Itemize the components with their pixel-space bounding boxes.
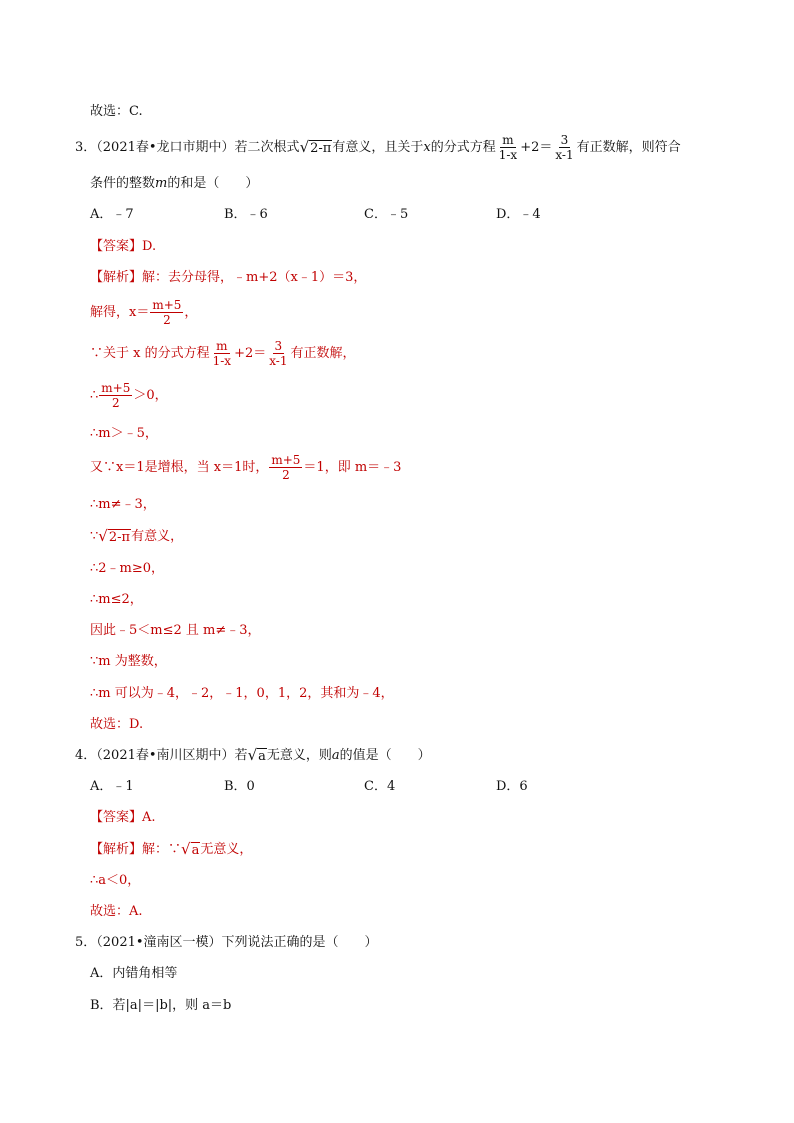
q5-option-b: B．若|a|＝|b|，则 a＝b <box>90 998 232 1013</box>
q3-analysis-step-7: ∴m≠﹣3， <box>90 497 156 512</box>
q3-option-d: D．﹣4 <box>496 207 541 222</box>
q4-analysis-step-2: ∴a＜0， <box>90 873 141 888</box>
sqrt-2-minus-pi: √ 2-π <box>98 527 131 545</box>
q4-analysis-step-1: 【解析】解：∵ √ a 无意义， <box>90 840 253 858</box>
q3-conclusion: 故选：D. <box>90 717 144 732</box>
q2-conclusion: 故选：C. <box>90 104 143 119</box>
q4-number: 4． <box>75 748 97 763</box>
q4-option-b: B．0 <box>224 779 255 794</box>
q3-source: （2021春•龙口市期中） <box>96 140 235 155</box>
q3-option-c: C．﹣5 <box>364 207 409 222</box>
q5-number: 5． <box>75 935 97 950</box>
fraction-m-plus-5-over-2: $\frac{m+5}{2}$ <box>152 298 182 327</box>
q3-analysis-step-13: ∴m 可以为﹣4，﹣2，﹣1，0，1，2，其和为﹣4， <box>90 686 394 701</box>
sqrt-a: √ a <box>247 746 266 764</box>
analysis-tag: 【解析】 <box>90 842 143 857</box>
q3-analysis-step-6: 又∵x＝1是增根，当 x＝1时， $\frac{m+5}{2}$ ＝1，即 m＝﹣3 <box>90 453 402 482</box>
q4-option-c: C．4 <box>364 779 396 794</box>
q3-analysis-step-3: ∵关于 x 的分式方程 $\frac{m}{1-x}$ +2＝ $\frac{3}{x-1}$ 有正数解， <box>90 339 356 368</box>
sqrt-2-minus-pi: √ 2-π <box>299 138 332 156</box>
fraction-3-over-x-1: $\frac{3}{x-1}$ <box>269 339 288 368</box>
fraction-m-plus-5-over-2: $\frac{m+5}{2}$ <box>271 453 301 482</box>
q4-option-d: D．6 <box>496 779 528 794</box>
q3-analysis-step-1: 【解析】解：去分母得，﹣m+2（x﹣1）＝3， <box>90 270 367 285</box>
fraction-3-over-x-1: $\frac{3}{x-1}$ <box>555 133 574 162</box>
q5-stem: 5．（2021•潼南区一模）下列说法正确的是（ ） <box>75 935 378 950</box>
q3-analysis-step-5: ∴m＞﹣5， <box>90 426 158 441</box>
q3-option-b: B．﹣6 <box>224 207 268 222</box>
q3-analysis-step-8: ∵ √ 2-π 有意义， <box>90 527 184 545</box>
q3-stem-line2: 条件的整数m的和是（ ） <box>90 176 259 191</box>
answer-tag: 【答案】 <box>90 810 143 825</box>
q3-number: 3． <box>75 140 97 155</box>
q4-option-a: A．﹣1 <box>90 779 134 794</box>
fraction-m-over-1-x: $\frac{m}{1-x}$ <box>212 339 232 368</box>
q3-analysis-step-10: ∴m≤2， <box>90 592 143 607</box>
fraction-m-plus-5-over-2: $\frac{m+5}{2}$ <box>101 381 131 410</box>
q3-stem-line1: 3．（2021春•龙口市期中）若二次根式 √ 2-π 有意义，且关于x的分式方程 $\frac{m}{1-x}$ +2＝ $\frac{3}{x-1}$ 有正数解，则符合 <box>75 133 681 162</box>
q3-analysis-step-4: ∴ $\frac{m+5}{2}$ ＞0， <box>90 381 168 410</box>
q4-stem: 4．（2021春•南川区期中）若 √ a 无意义，则a的值是（ ） <box>75 746 431 764</box>
q3-analysis-step-2: 解得，x＝ $\frac{m+5}{2}$ ， <box>90 298 198 327</box>
q4-source: （2021春•南川区期中） <box>96 748 235 763</box>
analysis-tag: 【解析】 <box>90 270 143 285</box>
q3-analysis-step-9: ∴2﹣m≥0， <box>90 561 165 576</box>
answer-tag: 【答案】 <box>90 239 143 254</box>
q4-conclusion: 故选：A. <box>90 904 143 919</box>
fraction-m-over-1-x: $\frac{m}{1-x}$ <box>498 133 518 162</box>
q5-option-a: A．内错角相等 <box>90 966 178 981</box>
sqrt-a: √ a <box>181 840 200 858</box>
q4-answer: 【答案】A. <box>90 810 156 825</box>
q3-option-a: A．﹣7 <box>90 207 134 222</box>
q3-analysis-step-11: 因此﹣5＜m≤2 且 m≠﹣3， <box>90 623 261 638</box>
q5-source: （2021•潼南区一模） <box>96 935 222 950</box>
q3-answer: 【答案】D. <box>90 239 157 254</box>
q3-analysis-step-12: ∵m 为整数， <box>90 654 167 669</box>
